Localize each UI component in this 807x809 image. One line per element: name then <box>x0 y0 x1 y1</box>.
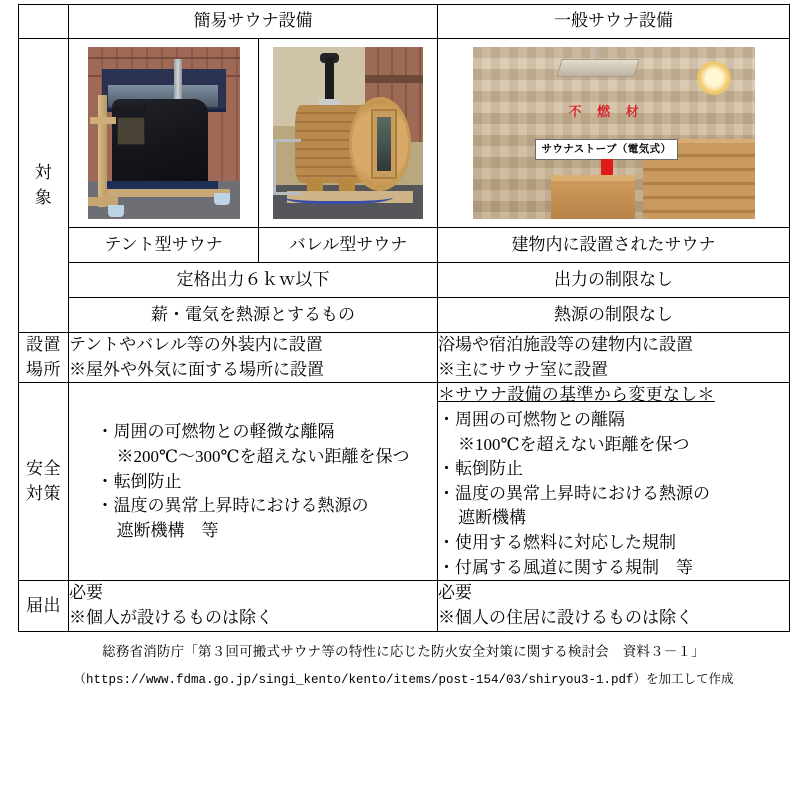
safety-general-item-7: ・付属する風道に関する規制 等 <box>438 557 693 577</box>
heatsource-simple: 薪・電気を熱源とするもの <box>69 298 438 333</box>
safety-general-item-4: ・温度の異常上昇時における熱源の <box>438 483 710 503</box>
caption-barrel: バレル型サウナ <box>259 228 438 263</box>
tent-photo-wrapper <box>69 39 258 227</box>
location-simple-line1: テントやバレル等の外装内に設置 <box>69 335 323 354</box>
header-general-sauna: 一般サウナ設備 <box>438 5 790 39</box>
location-general-cell <box>438 333 790 383</box>
safety-simple-item-2: ※200℃～300℃を超えない距離を保つ <box>116 446 410 466</box>
room-photo-wrapper <box>438 39 789 227</box>
notification-general-line1: 必要 <box>438 583 472 603</box>
caption-general: 建物内に設置されたサウナ <box>438 228 790 263</box>
target-caption-row <box>19 228 790 263</box>
safety-simple-cell <box>69 383 438 581</box>
table-header-row <box>19 5 790 39</box>
source-citation-line2: （https://www.fdma.go.jp/singi_kento/kento/items/post-154/03/shiryou3-1.pdf）を加工して作成 <box>73 672 734 687</box>
target-output-row <box>19 263 790 298</box>
notification-general-cell <box>438 581 790 631</box>
notification-simple-line2: ※個人が設けるものは除く <box>69 608 273 628</box>
barrel-sauna-photo <box>273 47 423 219</box>
target-heatsource-row <box>19 298 790 333</box>
location-general-line1: 浴場や宿泊施設等の建物内に設置 <box>438 335 693 354</box>
safety-general-item-5: 遮断機構 <box>458 508 526 528</box>
overlay-stove-label: サウナストーブ（電気式） <box>535 139 679 160</box>
heatsource-general: 熱源の制限なし <box>438 298 790 333</box>
safety-general-item-6: ・使用する燃料に対応した規制 <box>438 533 676 553</box>
notification-simple-line1: 必要 <box>69 583 103 603</box>
tent-sauna-photo <box>88 47 240 219</box>
safety-general-item-2: ※100℃を超えない距離を保つ <box>458 434 690 454</box>
safety-simple-item-3: ・転倒防止 <box>96 471 182 491</box>
indoor-sauna-photo <box>473 47 755 219</box>
safety-simple-item-1: ・周囲の可燃物との軽微な離隔 <box>96 422 335 442</box>
location-general-line2: ※主にサウナ室に設置 <box>438 359 608 379</box>
safety-general-cell <box>438 383 790 581</box>
photo-cell-tent <box>69 39 259 228</box>
notification-row <box>19 581 790 631</box>
safety-simple-item-4: ・温度の異常上昇時における熱源の <box>96 496 369 516</box>
header-corner-cell <box>19 5 69 39</box>
sauna-comparison-table <box>18 4 790 632</box>
ceiling-light-icon <box>697 61 731 95</box>
row-label-safety: 安全 対策 <box>19 383 69 581</box>
row-label-location: 設置 場所 <box>19 333 69 383</box>
safety-general-item-1: ・周囲の可燃物との離隔 <box>438 409 625 429</box>
safety-general-item-3: ・転倒防止 <box>438 459 523 479</box>
target-photo-row <box>19 39 790 228</box>
overlay-noncombustible-label: 不 燃 材 <box>568 104 645 119</box>
photo-cell-room <box>438 39 790 228</box>
safety-simple-item-5: 遮断機構 等 <box>116 520 219 540</box>
output-simple: 定格出力６ｋｗ以下 <box>69 263 438 298</box>
notification-general-line2: ※個人の住居に設けるものは除く <box>438 608 693 628</box>
header-simple-sauna: 簡易サウナ設備 <box>69 5 438 39</box>
location-simple-line2: ※屋外や外気に面する場所に設置 <box>69 359 324 379</box>
source-citation-line1: 総務省消防庁「第３回可搬式サウナ等の特性に応じた防火安全対策に関する検討会 資料３－１」 <box>102 643 705 659</box>
row-label-target: 対 象 <box>19 39 69 333</box>
safety-general-heading: ＊サウナ設備の基準から変更なし＊ <box>438 385 715 405</box>
document-page <box>0 4 807 809</box>
barrel-photo-wrapper <box>259 39 437 227</box>
notification-simple-cell <box>69 581 438 631</box>
safety-row <box>19 383 790 581</box>
caption-tent: テント型サウナ <box>69 228 259 263</box>
location-row <box>19 333 790 383</box>
output-general: 出力の制限なし <box>438 263 790 298</box>
row-label-notification: 届出 <box>19 581 69 631</box>
photo-cell-barrel <box>259 39 438 228</box>
location-simple-cell <box>69 333 438 383</box>
